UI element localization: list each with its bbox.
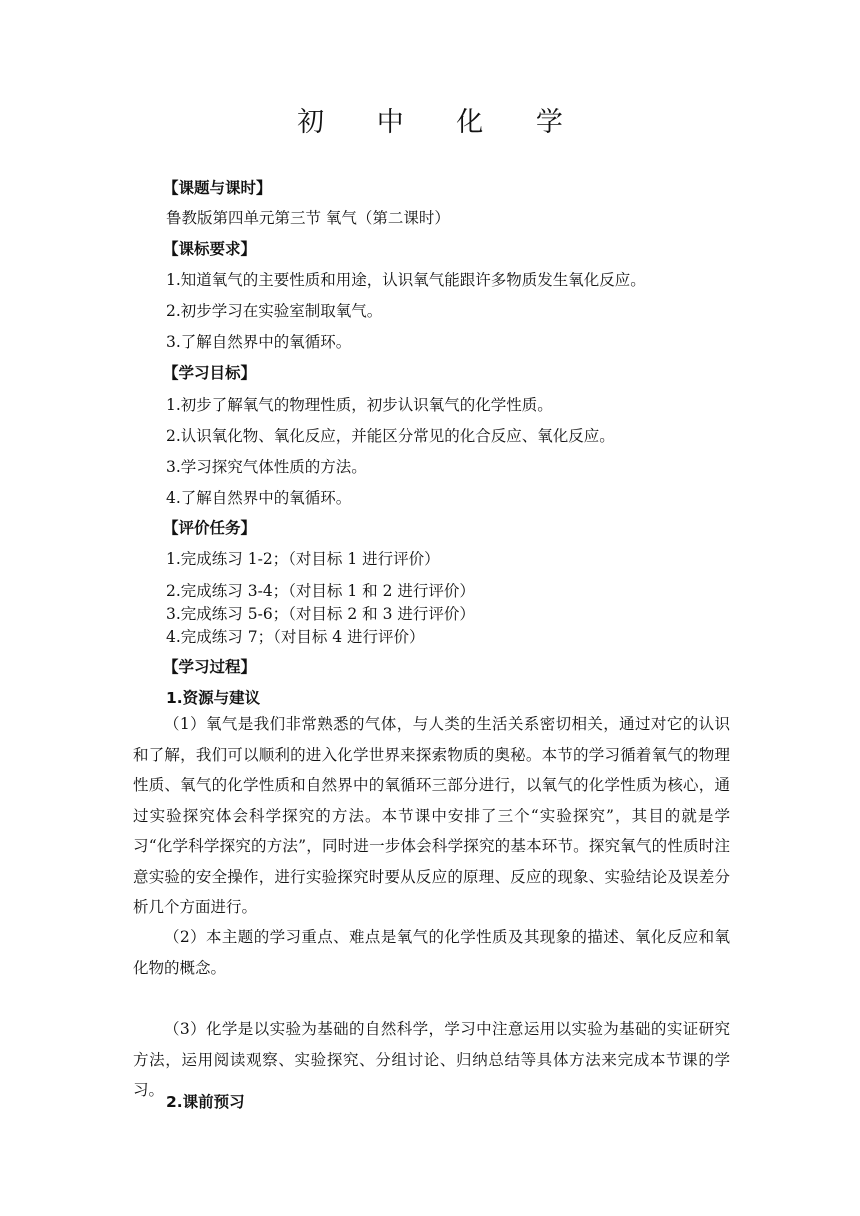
task-item: 2.完成练习 3-4；（对目标 1 和 2 进行评价） — [166, 582, 475, 600]
task-item: 3.完成练习 5-6；（对目标 2 和 3 进行评价） — [166, 605, 475, 623]
heading-standards: 【课标要求】 — [163, 240, 257, 258]
paragraph: （3）化学是以实验为基础的自然科学，学习中注意运用以实验为基础的实证研究方法，运用阅读观察、实验探究、分组讨论、归纳总结等具体方法来完成本节课的学习。 — [133, 1020, 730, 1099]
subheading-resources: 1.资源与建议 — [166, 689, 261, 707]
topic-text: 鲁教版第四单元第三节 氧气（第二课时） — [166, 209, 450, 227]
goal-item: 3.学习探究气体性质的方法。 — [166, 458, 367, 476]
heading-tasks: 【评价任务】 — [163, 519, 257, 537]
paragraph: （1）氧气是我们非常熟悉的气体，与人类的生活关系密切相关，通过对它的认识和了解，我们可以顺利的进入化学世界来探索物质的奥秘。本节的学习循着氧气的物理性质、氧气的化学性质和自然界中的氧循环三部分进行，以氧气的化学性质为核心，通过实验探究体会科学探究的方法。本节课中安排了三个“实验探究”，其目的就是学习“化学科学探究的方法”，同时进一步体会科学探究的基本环节。探究氧气的性质时注意实验的安全操作，进行实验探究时要从反应的原理、反应的现象、实验结论及误差分析几个方面进行。 — [133, 715, 730, 916]
task-item: 1.完成练习 1-2；（对目标 1 进行评价） — [166, 550, 440, 568]
page-title: 初 中 化 学 — [297, 107, 585, 138]
heading-process: 【学习过程】 — [163, 658, 257, 676]
standard-item: 2.初步学习在实验室制取氧气。 — [166, 302, 383, 320]
goal-item: 4.了解自然界中的氧循环。 — [166, 489, 352, 507]
standard-item: 1.知道氧气的主要性质和用途，认识氧气能跟许多物质发生氧化反应。 — [166, 271, 646, 289]
heading-topic: 【课题与课时】 — [163, 179, 272, 197]
heading-goals: 【学习目标】 — [163, 364, 257, 382]
task-item: 4.完成练习 7；（对目标 4 进行评价） — [166, 628, 425, 646]
standard-item: 3.了解自然界中的氧循环。 — [166, 333, 352, 351]
goal-item: 2.认识氧化物、氧化反应，并能区分常见的化合反应、氧化反应。 — [166, 427, 615, 445]
subheading-preview: 2.课前预习 — [166, 1093, 245, 1111]
paragraph: （2）本主题的学习重点、难点是氧气的化学性质及其现象的描述、氧化反应和氧化物的概念。 — [133, 928, 730, 977]
goal-item: 1.初步了解氧气的物理性质，初步认识氧气的化学性质。 — [166, 396, 553, 414]
